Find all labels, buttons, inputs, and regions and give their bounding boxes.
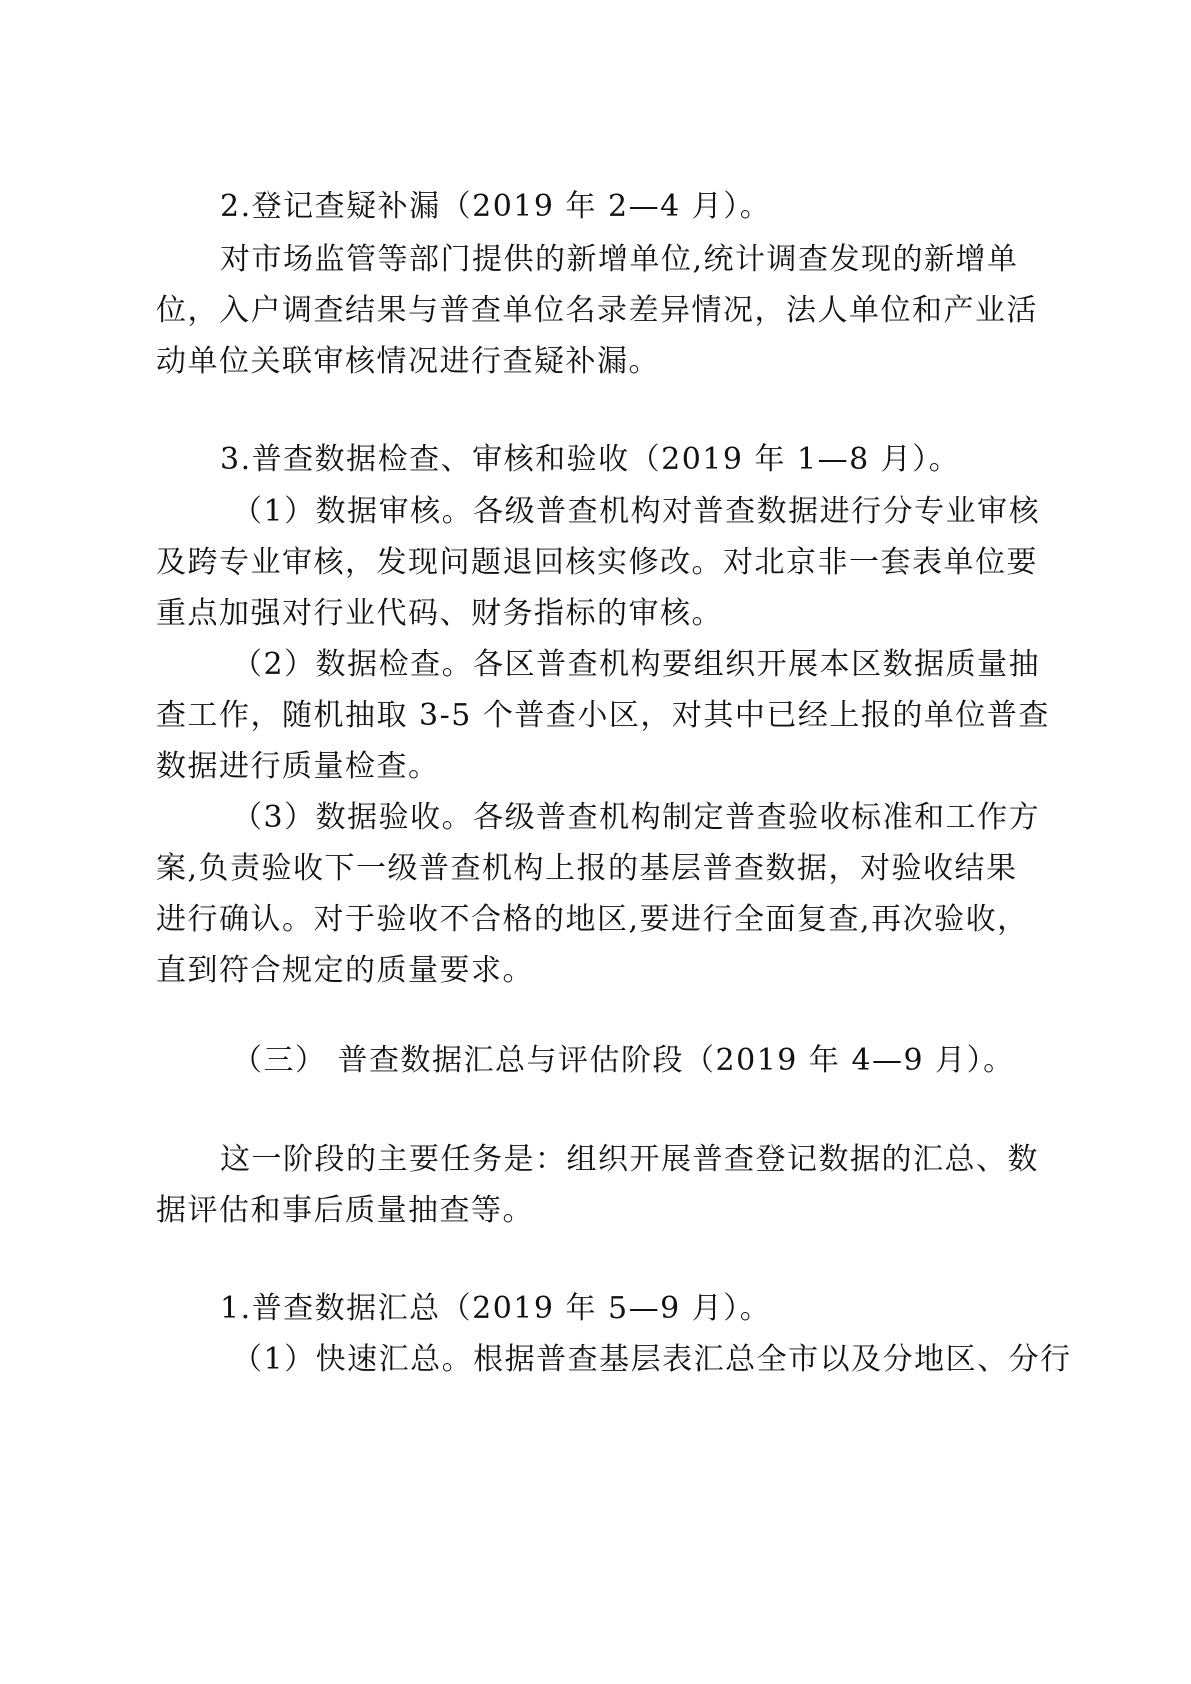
section-heading-registration-check: 2.登记查疑补漏（2019 年 2—4 月）。: [220, 189, 772, 224]
paragraph-line: 位，入户调查结果与普查单位名录差异情况，法人单位和产业活: [156, 293, 1038, 328]
section-heading-aggregation-stage: （三） 普查数据汇总与评估阶段（2019 年 4—9 月）。: [232, 1043, 1015, 1078]
paragraph-line: 这一阶段的主要任务是：组织开展普查登记数据的汇总、数: [220, 1142, 1039, 1177]
section-heading-data-check: 3.普查数据检查、审核和验收（2019 年 1—8 月）。: [220, 442, 961, 477]
section-heading-data-aggregation: 1.普查数据汇总（2019 年 5—9 月）。: [220, 1291, 772, 1326]
paragraph-line: 重点加强对行业代码、财务指标的审核。: [156, 596, 723, 631]
paragraph-line: 对市场监管等部门提供的新增单位,统计调查发现的新增单: [220, 242, 1019, 277]
paragraph-line: 进行确认。对于验收不合格的地区,要进行全面复查,再次验收，: [156, 902, 1029, 937]
paragraph-line: （1）快速汇总。根据普查基层表汇总全市以及分地区、分行: [232, 1342, 1072, 1377]
paragraph-line: （2）数据检查。各区普查机构要组织开展本区数据质量抽: [232, 647, 1041, 682]
paragraph-line: 数据进行质量检查。: [156, 749, 440, 784]
paragraph-line: 查工作，随机抽取 3-5 个普查小区，对其中已经上报的单位普查: [156, 698, 1050, 733]
paragraph-line: 直到符合规定的质量要求。: [156, 953, 534, 988]
paragraph-line: （3）数据验收。各级普查机构制定普查验收标准和工作方: [232, 800, 1041, 835]
paragraph-line: 及跨专业审核，发现问题退回核实修改。对北京非一套表单位要: [156, 545, 1038, 580]
paragraph-line: 案,负责验收下一级普查机构上报的基层普查数据，对验收结果: [156, 851, 1018, 886]
paragraph-line: （1）数据审核。各级普查机构对普查数据进行分专业审核: [232, 494, 1041, 529]
paragraph-line: 动单位关联审核情况进行查疑补漏。: [156, 344, 660, 379]
paragraph-line: 据评估和事后质量抽查等。: [156, 1193, 534, 1228]
